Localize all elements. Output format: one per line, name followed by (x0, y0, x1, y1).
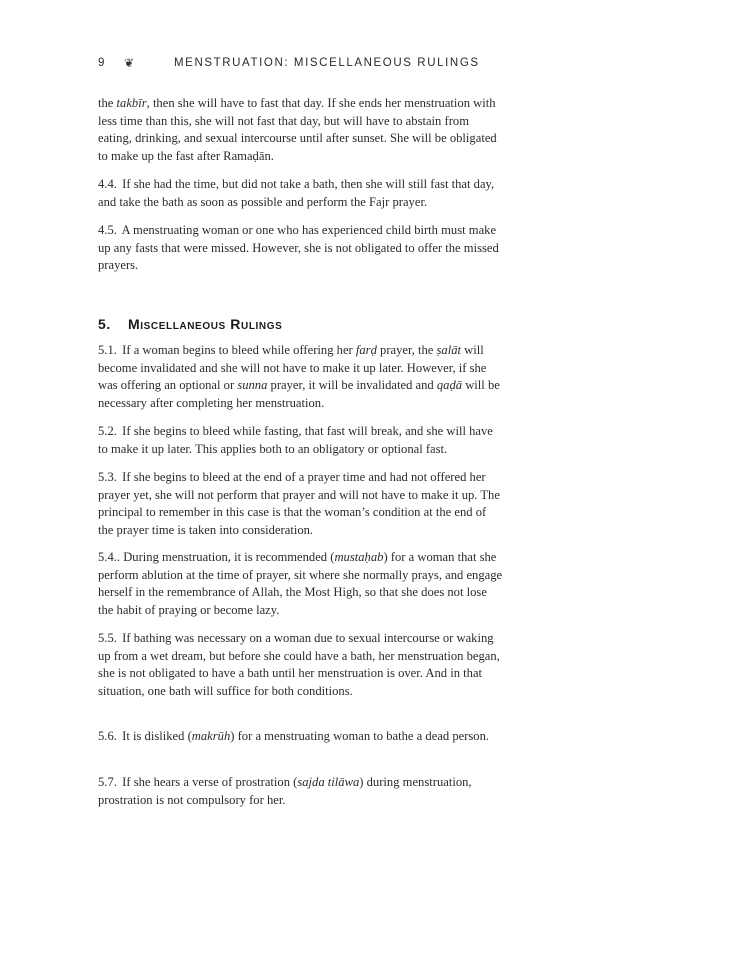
paragraph-text: If she had the time, but did not take a bath, then she will still fast that day, and take the bath as soon as possible and perform the Fajr prayer. (98, 177, 495, 209)
paragraph-text: If she begins to bleed while fasting, that fast will break, and she will have to make it up later. This applies both to an obligatory or optional fast. (98, 424, 493, 456)
paragraph-number: 4.4. (98, 177, 117, 191)
section-number: 5. (98, 316, 111, 332)
text-run: During menstruation, it is recommended ( (123, 550, 335, 564)
text-run: prayer, the (376, 343, 437, 357)
paragraph-number: 5.6. (98, 729, 117, 743)
paragraph-5-1 (98, 342, 503, 412)
text-run: prayer, it will be invalidated and (267, 378, 437, 393)
continuation-paragraph (98, 95, 503, 165)
text-run: ) for a menstruating woman to bathe a dead person. (230, 729, 490, 743)
text-run: , then she will have to fast that day. If she ends her menstruation with less time than this, she will not fast that day, but will have to abstain from eating, drinking, and sexual intercourse until after sunset. She will be obligated to make up the fast after Ramaḍān. (98, 96, 497, 163)
italic-term: mustaḥab (334, 550, 384, 564)
text-run: will be necessary after completing her menstruation. (98, 378, 500, 410)
text-run: ) for a woman that she perform ablution at the time of prayer, sit where she normally prays, and engage herself in the remembrance of Allah, the Most High, so that she does not lose the habit of praying or become lazy. (98, 550, 503, 617)
paragraph-number: 5.5. (98, 631, 117, 645)
paragraph-4-5 (98, 222, 503, 275)
text-run: ) during menstruation, prostration is not compulsory for her. (98, 775, 472, 807)
paragraph-5-7 (98, 774, 503, 809)
paragraph-number: 5.1. (98, 343, 117, 357)
paragraph-number: 5.3. (98, 470, 117, 484)
italic-term: farḍ (355, 343, 377, 357)
text-run: will become invalidated and she will not have to make it up later. However, if she was offering an optional or (98, 343, 487, 393)
fleuron-ornament-icon: ❦ (124, 56, 135, 70)
italic-term: takbīr (116, 96, 147, 110)
page-number: 9 (98, 57, 105, 69)
running-head (98, 54, 480, 72)
paragraph-4-4 (98, 176, 503, 211)
text-run: the (98, 96, 117, 110)
section-title: Miscellaneous Rulings (128, 316, 283, 332)
paragraph-5-2 (98, 423, 503, 458)
italic-term: ṣalāt (436, 343, 462, 357)
italic-term: qaḍā (436, 378, 463, 393)
text-run: It is disliked ( (122, 729, 192, 743)
italic-term: sunna (237, 378, 268, 393)
running-head-title: MENSTRUATION: MISCELLANEOUS RULINGS (174, 57, 480, 69)
paragraph-number: 5.4.. (98, 550, 121, 564)
paragraph-5-4 (98, 549, 503, 619)
paragraph-number: 5.7. (98, 775, 117, 789)
section-heading (98, 316, 282, 332)
paragraph-5-6 (98, 728, 503, 746)
text-run: If she hears a verse of prostration ( (122, 775, 298, 789)
paragraph-number: 5.2. (98, 424, 117, 438)
paragraph-text: If she begins to bleed at the end of a prayer time and had not offered her prayer yet, she will not perform that prayer and will not have to make it up. The principal to remember in this case is that the woman’s condition at the end of the prayer time is taken into consideration. (98, 470, 500, 537)
paragraph-number: 4.5. (98, 223, 117, 237)
paragraph-text: If bathing was necessary on a woman due to sexual intercourse or waking up from a wet dream, but before she could have a bath, her menstruation began, she is not obligated to have a bath until her menstruation is over. And in that situation, one bath will suffice for both conditions. (98, 631, 500, 698)
paragraph-5-3 (98, 469, 503, 539)
text-run: If a woman begins to bleed while offering her (122, 343, 356, 357)
italic-term: makrūh (191, 729, 231, 743)
paragraph-text: A menstruating woman or one who has experienced child birth must make up any fasts that were missed. However, she is not obligated to offer the missed prayers. (98, 223, 499, 273)
paragraph-5-5 (98, 630, 503, 700)
italic-term: sajda tilāwa (297, 775, 360, 789)
